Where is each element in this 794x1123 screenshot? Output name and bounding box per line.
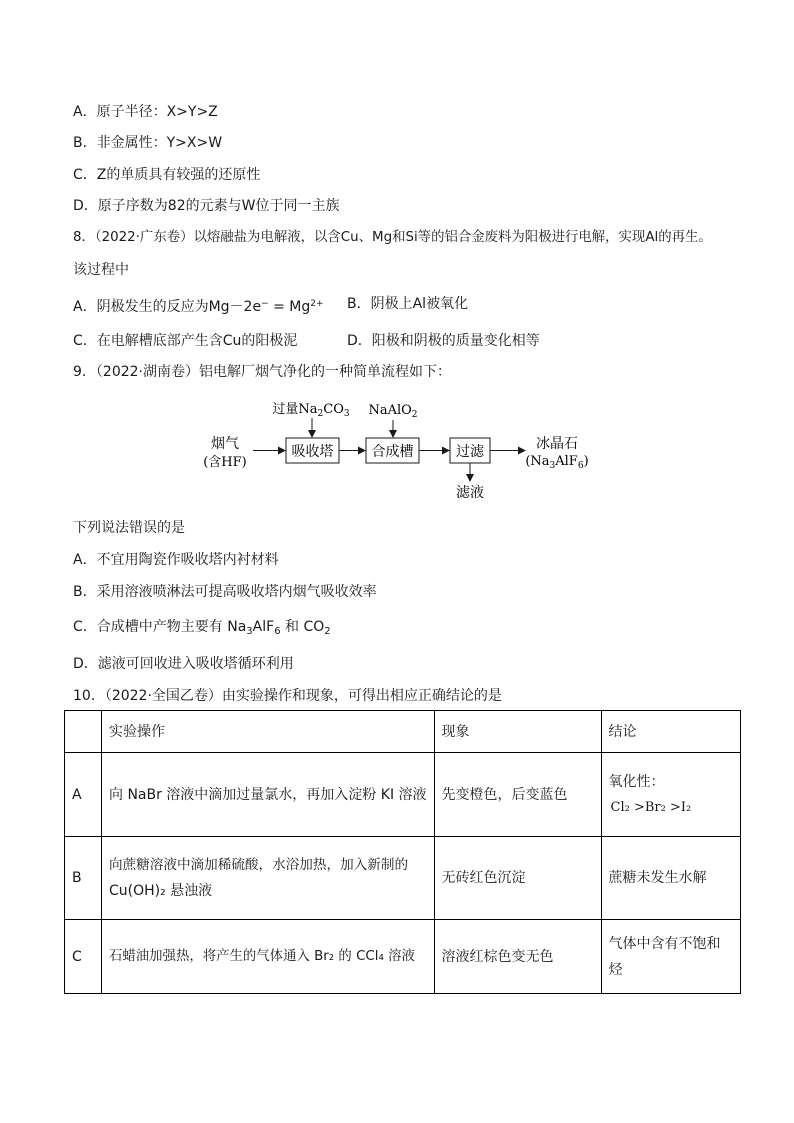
operation-cell: 石蜡油加强热，将产生的气体通入 Br₂ 的 CCl₄ 溶液	[102, 920, 435, 994]
option-text: 阴极上Al被氧化	[370, 296, 469, 312]
q8-option-a	[73, 294, 324, 317]
conclusion-formula: Cl₂ >Br₂ >I₂	[610, 799, 692, 815]
formula-part: 和 CO	[280, 619, 325, 635]
q9-option-b: B．采用溶液喷淋法可提高吸收塔内烟气吸收效率	[73, 584, 377, 600]
operation-line: Cu(OH)₂ 悬浊液	[109, 883, 213, 899]
header-cell: 结论	[601, 711, 740, 753]
formula-part: AlF	[252, 619, 275, 635]
q10-stem: 10．（2022·全国乙卷）由实验操作和现象，可得出相应正确结论的是	[73, 688, 502, 704]
option-text: 阴极发生的反应为Mg－2e	[96, 299, 262, 315]
header-cell	[65, 711, 102, 753]
phenomenon-cell: 溶液红棕色变无色	[434, 920, 601, 994]
row-label: A	[65, 753, 102, 837]
q8-option-b	[347, 294, 468, 314]
option-label: B．	[73, 135, 97, 151]
option-text: 原子序数为82的元素与W位于同一主族	[97, 198, 340, 214]
option-label: B．	[347, 296, 371, 312]
option-text: C．合成槽中产物主要有 Na	[73, 619, 247, 635]
conclusion-cell: 蔗糖未发生水解	[601, 837, 740, 920]
subscript: 6	[274, 626, 281, 637]
option-label: D．	[347, 333, 372, 349]
option-label: A．	[73, 299, 97, 315]
box-label: 合成槽	[371, 444, 414, 460]
experiment-table	[64, 710, 741, 994]
input-label: 烟气	[211, 436, 239, 452]
table-row	[65, 837, 741, 920]
option-text: 非金属性：Y>X>W	[96, 135, 223, 151]
q8-option-d	[347, 331, 540, 351]
option-d	[73, 196, 339, 216]
superscript: 2+	[310, 299, 324, 309]
table-header-row	[65, 711, 741, 753]
q8-stem-continued: 该过程中	[73, 262, 129, 278]
phenomenon-cell: 无砖红色沉淀	[434, 837, 601, 920]
subscript: 3	[246, 626, 253, 637]
option-label: A．	[73, 104, 97, 120]
box-label: 吸收塔	[291, 444, 334, 460]
conclusion-cell	[601, 753, 740, 837]
q9-option-d: D．滤液可回收进入吸收塔循环利用	[73, 656, 294, 672]
operation-cell: 向 NaBr 溶液中滴加过量氯水，再加入淀粉 KI 溶液	[102, 753, 435, 837]
superscript: −	[261, 299, 269, 309]
byproduct-label: 滤液	[456, 485, 484, 501]
option-a	[73, 102, 218, 122]
q9-stem: 9．（2022·湖南卷）铝电解厂烟气净化的一种简单流程如下：	[73, 364, 451, 380]
box-label: 过滤	[456, 444, 484, 460]
input-sublabel: (含HF)	[203, 455, 247, 470]
product-formula: $(Na_3AlF_6)$	[525, 454, 589, 471]
conclusion-line: 氧化性：	[608, 773, 665, 790]
option-label: C．	[73, 333, 97, 349]
q8-option-c	[73, 331, 297, 351]
reagent-1-label: 过量$Na_2CO_3$	[272, 402, 350, 419]
equation-part: = Mg	[268, 299, 311, 315]
header-cell: 实验操作	[102, 711, 435, 753]
row-label: B	[65, 837, 102, 920]
option-text: 原子半径：X>Y>Z	[96, 104, 218, 120]
option-text: 在电解槽底部产生含Cu的阳极泥	[96, 333, 298, 349]
header-cell: 现象	[434, 711, 601, 753]
conclusion-line: 气体中含有不饱和	[608, 935, 721, 952]
operation-line: 向蔗糖溶液中滴加稀硫酸，水浴加热，加入新制的	[109, 857, 409, 873]
option-b	[73, 133, 222, 153]
option-text: 阳极和阴极的质量变化相等	[371, 333, 540, 349]
option-c	[73, 165, 260, 185]
option-text: Z的单质具有较强的还原性	[96, 167, 261, 183]
reagent-2-label: NaAlO$_2$	[368, 403, 418, 420]
option-label: C．	[73, 167, 97, 183]
q9-question: 下列说法错误的是	[73, 520, 185, 536]
q8-stem: 8．（2022·广东卷）以熔融盐为电解液，以含Cu、Mg和Si等的铝合金废料为阳极进行电解，实现Al的再生。	[73, 230, 712, 245]
flow-diagram	[195, 393, 595, 505]
product-label: 冰晶石	[536, 436, 578, 452]
q9-option-a: A．不宜用陶瓷作吸收塔内衬材料	[73, 552, 279, 568]
phenomenon-cell: 先变橙色，后变蓝色	[434, 753, 601, 837]
option-label: D．	[73, 198, 98, 214]
table-row	[65, 920, 741, 994]
operation-cell	[102, 837, 435, 920]
table-row	[65, 753, 741, 837]
q9-option-c	[73, 617, 331, 642]
conclusion-cell	[601, 920, 740, 994]
row-label: C	[65, 920, 102, 994]
conclusion-line: 烃	[608, 961, 623, 978]
subscript: 2	[324, 626, 331, 637]
